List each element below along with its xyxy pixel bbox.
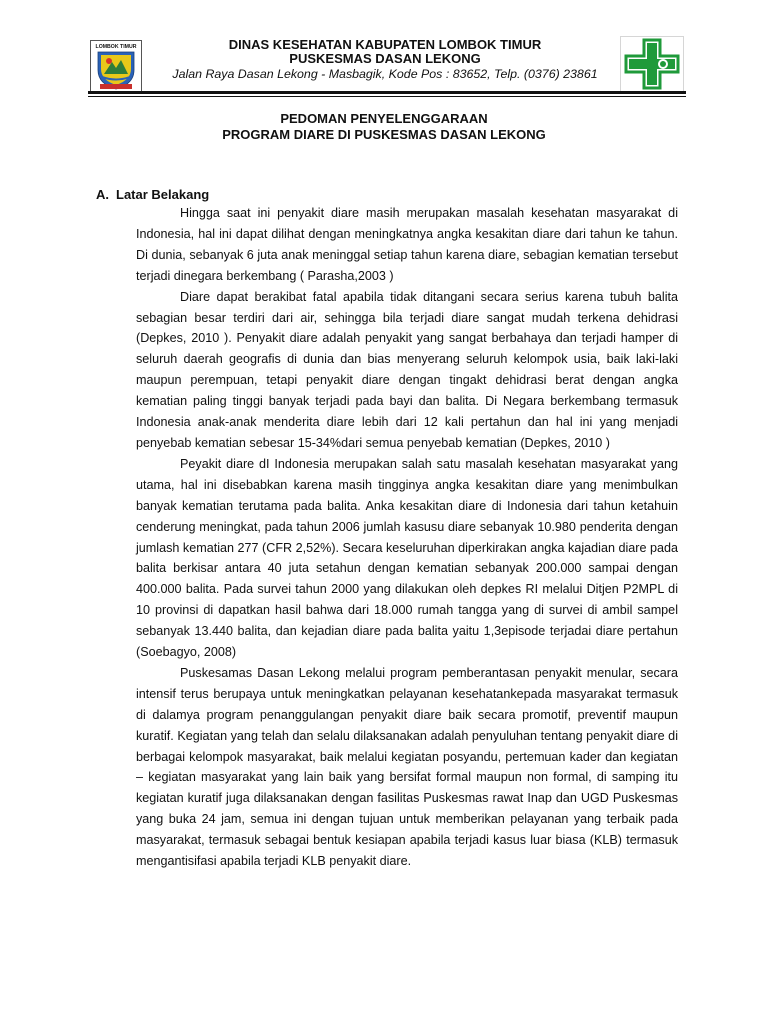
paragraph: Puskesamas Dasan Lekong melalui program pemberantasan penyakit menular, secara intensif terus berupaya untuk meningkatkan pelayanan kesehatankepada masyarakat termasuk di dalamya program penanggulangan penyakit diare baik secara promotif, preventif maupun kuratif. Kegiatan yang telah dan selalu dilaksanakan adalah penyuluhan tentang penyakit diare di berbagai kelompok masyarakat, baik melalui kegiatan posyandu, pertemuan kader dan kegiatan – kegiatan masyarakat yang lain baik yang bersifat formal maupun non formal, di samping itu kegiatan kuratif juga dilaksanakan dengan fasilitas Puskesmas rawat Inap dan UGD Puskesmas yang buka 24 jam, semua ini dengan tujuan untuk memberikan pelayanan yang terbaik pada masyarakat, termasuk sebagai bentuk kesiapan apabila terjadi kasus luar biasa (KLB) termasuk mengantisifasi apabila terjadi KLB penyakit diare. xyxy=(136,665,678,869)
title-line-1: PEDOMAN PENYELENGGARAAN xyxy=(280,111,488,126)
title-line-2: PROGRAM DIARE DI PUSKESMAS DASAN LEKONG xyxy=(222,127,546,142)
section-number: A. xyxy=(96,187,109,202)
letterhead-rule-thick xyxy=(88,91,686,94)
puskesmas-name: PUSKESMAS DASAN LEKONG xyxy=(289,51,481,66)
letterhead-rule-thin xyxy=(88,96,686,97)
document-title xyxy=(120,111,648,143)
regency-crest-icon xyxy=(90,40,142,92)
office-name: DINAS KESEHATAN KABUPATEN LOMBOK TIMUR xyxy=(228,37,542,52)
letterhead-text xyxy=(140,38,630,82)
paragraph: Diare dapat berakibat fatal apabila tidak ditangani secara serius karena tubuh balita sebagian besar terdiri dari air, sehingga bila terjadi diare sangat mudah terkena dehidrasi (Depkes, 2010 ). Penyakit diare adalah penyakit yang sangat berbahaya dan terjadi hamper di seluruh daerah geografis di dunia dan bias menyerang seluruh kelompok usia, baik laki-laki maupun perempuan, tetapi penyakit diare dengan tingakt dehidrasi berat dengan angka kematian paling tinggi banyak terjadi pada bayi dan balita. Di Negara berkembang termasuk Indonesia anak-anak menderita diare lebih dari 12 kali pertahun dan hal ini yang menjadi penyebab kematian sebesar 15-34%dari semua penyebab kematian (Depkes, 2010 ) xyxy=(136,289,678,450)
health-cross-icon xyxy=(620,36,684,92)
section-title: Latar Belakang xyxy=(116,187,210,202)
letterhead xyxy=(88,36,688,94)
paragraph: Peyakit diare dI Indonesia merupakan salah satu masalah kesehatan masyarakat yang utama, hal ini disebabkan karena masih tingginya angka kesakitan diare yang menimbulkan banyak kematian terutama pada balita. Anka kesakitan diare di Indonesia dari tahun ketahuin cenderung meningkat, pada tahun 2006 jumlah kasusu diare sebanyak 10.980 penderita dengan jumlash kematian 277 (CFR 2,52%). Secara keseluruhan diperkirakan angka kajadian diare pada balita berkisar antara 40 juta setahun dengan kematian sebanyak 200.000 sampai dengan 400.000 balita. Pada survei tahun 2000 yang dilakukan oleh depkes RI melalui Ditjen P2MPL di 10 provinsi di dapatkan hasil bahwa dari 18.000 rumah tangga yang di survei di ambil sampel sebanyak 13.440 balita, dan kejadian diare pada balita yaitu 1,3episode terjadai diare pertahun (Soebagyo, 2008) xyxy=(136,456,678,660)
left-logo-caption: LOMBOK TIMUR xyxy=(95,44,137,50)
paragraph: Hingga saat ini penyakit diare masih merupakan masalah kesehatan masyarakat di Indonesia, hal ini dapat dilihat dengan meningkatnya angka kesakitan diare dari tahun ke tahun. Di dunia, sebanyak 6 juta anak meninggal setiap tahun karena diare, sebagian kematian tersebut terjadi dinegara berkembang ( Parasha,2003 ) xyxy=(136,206,678,283)
section-heading xyxy=(96,187,209,203)
section-body xyxy=(136,203,678,872)
office-address: Jalan Raya Dasan Lekong - Masbagik, Kode Pos : 83652, Telp. (0376) 23861 xyxy=(172,67,598,81)
